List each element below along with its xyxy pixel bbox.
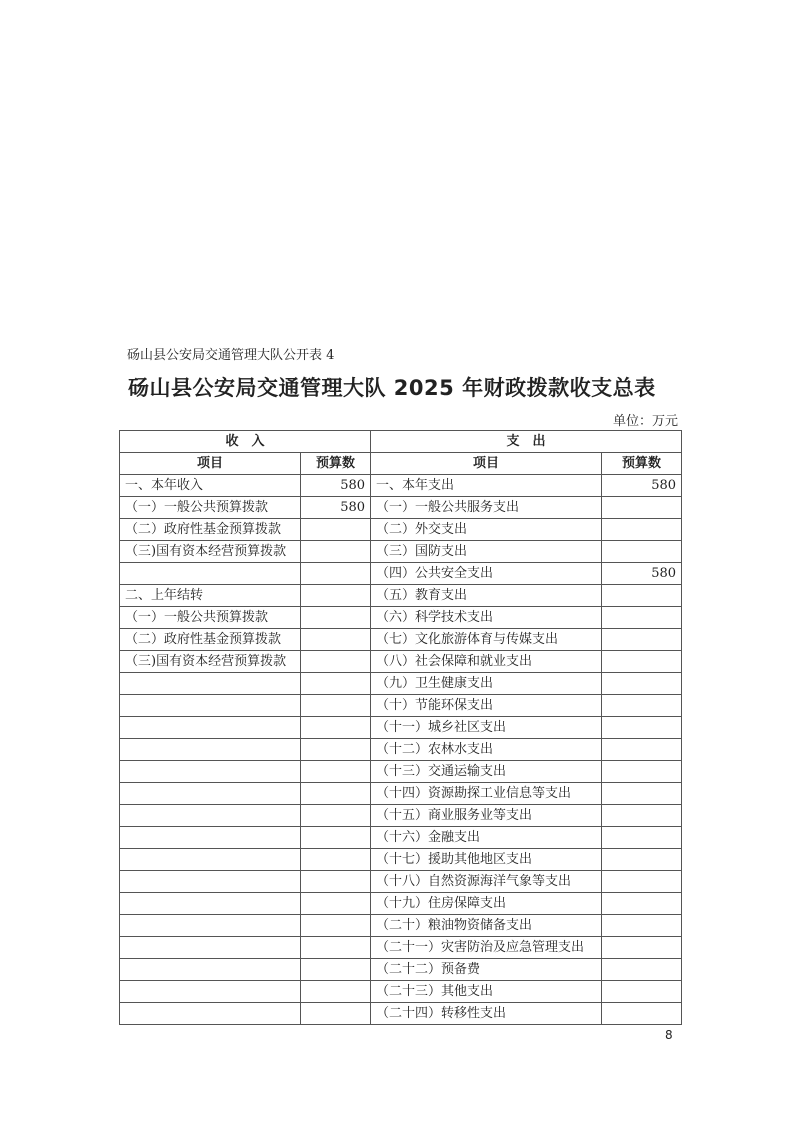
income-budget-cell bbox=[301, 629, 371, 651]
income-item-cell: （二）政府性基金预算拨款 bbox=[120, 519, 301, 541]
table-row bbox=[120, 849, 682, 871]
table-row bbox=[120, 959, 682, 981]
expense-item-cell: （六）科学技术支出 bbox=[371, 607, 602, 629]
expense-item-header: 项目 bbox=[371, 453, 602, 475]
expense-item-cell: （二十二）预备费 bbox=[371, 959, 602, 981]
expense-budget-cell bbox=[602, 981, 682, 1003]
income-item-cell bbox=[120, 827, 301, 849]
income-budget-cell bbox=[301, 1003, 371, 1025]
expense-budget-cell bbox=[602, 893, 682, 915]
table-row bbox=[120, 497, 682, 519]
income-budget-cell bbox=[301, 827, 371, 849]
expense-item-cell: （四）公共安全支出 bbox=[371, 563, 602, 585]
table-row bbox=[120, 695, 682, 717]
income-item-cell bbox=[120, 915, 301, 937]
income-item-cell bbox=[120, 695, 301, 717]
income-item-cell bbox=[120, 1003, 301, 1025]
table-row bbox=[120, 475, 682, 497]
income-budget-cell bbox=[301, 695, 371, 717]
income-budget-cell bbox=[301, 761, 371, 783]
income-budget-cell bbox=[301, 541, 371, 563]
income-budget-cell bbox=[301, 783, 371, 805]
expense-budget-cell bbox=[602, 1003, 682, 1025]
expense-budget-cell bbox=[602, 695, 682, 717]
income-budget-cell bbox=[301, 739, 371, 761]
table-row bbox=[120, 519, 682, 541]
table-row bbox=[120, 893, 682, 915]
income-item-cell bbox=[120, 849, 301, 871]
table-row bbox=[120, 717, 682, 739]
expense-item-cell: （十九）住房保障支出 bbox=[371, 893, 602, 915]
income-budget-cell bbox=[301, 937, 371, 959]
income-item-cell bbox=[120, 739, 301, 761]
expense-budget-cell: 580 bbox=[602, 563, 682, 585]
income-item-cell bbox=[120, 981, 301, 1003]
table-row bbox=[120, 761, 682, 783]
expense-item-cell: （十五）商业服务业等支出 bbox=[371, 805, 602, 827]
table-row bbox=[120, 937, 682, 959]
income-item-cell bbox=[120, 761, 301, 783]
income-item-cell bbox=[120, 673, 301, 695]
table-row bbox=[120, 981, 682, 1003]
income-item-cell bbox=[120, 959, 301, 981]
expense-item-cell: （二十一）灾害防治及应急管理支出 bbox=[371, 937, 602, 959]
expense-item-cell: （二）外交支出 bbox=[371, 519, 602, 541]
unit-label: 单位：万元 bbox=[612, 414, 678, 429]
expense-item-cell: （十三）交通运输支出 bbox=[371, 761, 602, 783]
income-budget-cell bbox=[301, 805, 371, 827]
table-row bbox=[120, 541, 682, 563]
income-budget-cell bbox=[301, 563, 371, 585]
table-row bbox=[120, 607, 682, 629]
expense-budget-cell bbox=[602, 805, 682, 827]
table-row bbox=[120, 915, 682, 937]
expense-item-cell: （十二）农林水支出 bbox=[371, 739, 602, 761]
income-item-cell: （一）一般公共预算拨款 bbox=[120, 607, 301, 629]
income-budget-cell bbox=[301, 607, 371, 629]
page-number: 8 bbox=[665, 1028, 673, 1042]
income-item-cell bbox=[120, 805, 301, 827]
income-item-cell: 二、上年结转 bbox=[120, 585, 301, 607]
expense-budget-cell bbox=[602, 519, 682, 541]
expense-budget-header: 预算数 bbox=[602, 453, 682, 475]
expense-item-cell: （十一）城乡社区支出 bbox=[371, 717, 602, 739]
income-item-cell: （三)国有资本经营预算拨款 bbox=[120, 651, 301, 673]
expense-budget-cell bbox=[602, 673, 682, 695]
expense-item-cell: （十七）援助其他地区支出 bbox=[371, 849, 602, 871]
table-row bbox=[120, 783, 682, 805]
table-row bbox=[120, 1003, 682, 1025]
income-budget-cell: 580 bbox=[301, 475, 371, 497]
expense-header: 支 出 bbox=[371, 431, 682, 453]
expense-budget-cell bbox=[602, 739, 682, 761]
expense-item-cell: （十）节能环保支出 bbox=[371, 695, 602, 717]
expense-budget-cell bbox=[602, 651, 682, 673]
expense-item-cell: 一、本年支出 bbox=[371, 475, 602, 497]
page-title: 砀山县公安局交通管理大队 2025 年财政拨款收支总表 bbox=[128, 376, 656, 400]
expense-budget-cell bbox=[602, 871, 682, 893]
income-item-header: 项目 bbox=[120, 453, 301, 475]
income-budget-cell bbox=[301, 915, 371, 937]
expense-budget-cell bbox=[602, 915, 682, 937]
expense-item-cell: （十四）资源勘探工业信息等支出 bbox=[371, 783, 602, 805]
expense-item-cell: （十八）自然资源海洋气象等支出 bbox=[371, 871, 602, 893]
expense-item-cell: （一）一般公共服务支出 bbox=[371, 497, 602, 519]
expense-budget-cell bbox=[602, 541, 682, 563]
expense-budget-cell: 580 bbox=[602, 475, 682, 497]
table-row bbox=[120, 739, 682, 761]
expense-budget-cell bbox=[602, 629, 682, 651]
expense-item-cell: （五）教育支出 bbox=[371, 585, 602, 607]
income-item-cell: （三)国有资本经营预算拨款 bbox=[120, 541, 301, 563]
income-budget-header: 预算数 bbox=[301, 453, 371, 475]
table-row bbox=[120, 629, 682, 651]
income-budget-cell bbox=[301, 981, 371, 1003]
expense-item-cell: （七）文化旅游体育与传媒支出 bbox=[371, 629, 602, 651]
income-budget-cell: 580 bbox=[301, 497, 371, 519]
income-budget-cell bbox=[301, 717, 371, 739]
table-row bbox=[120, 673, 682, 695]
expense-budget-cell bbox=[602, 937, 682, 959]
income-item-cell bbox=[120, 937, 301, 959]
income-item-cell: 一、本年收入 bbox=[120, 475, 301, 497]
table-row bbox=[120, 651, 682, 673]
income-item-cell bbox=[120, 871, 301, 893]
income-budget-cell bbox=[301, 871, 371, 893]
income-budget-cell bbox=[301, 849, 371, 871]
budget-table bbox=[119, 430, 682, 1025]
income-budget-cell bbox=[301, 959, 371, 981]
table-row bbox=[120, 827, 682, 849]
expense-budget-cell bbox=[602, 607, 682, 629]
table-row bbox=[120, 805, 682, 827]
income-budget-cell bbox=[301, 519, 371, 541]
expense-budget-cell bbox=[602, 585, 682, 607]
table-row bbox=[120, 585, 682, 607]
table-row bbox=[120, 871, 682, 893]
expense-item-cell: （九）卫生健康支出 bbox=[371, 673, 602, 695]
income-budget-cell bbox=[301, 585, 371, 607]
expense-item-cell: （二十）粮油物资储备支出 bbox=[371, 915, 602, 937]
expense-budget-cell bbox=[602, 717, 682, 739]
income-budget-cell bbox=[301, 893, 371, 915]
expense-budget-cell bbox=[602, 761, 682, 783]
expense-item-cell: （三）国防支出 bbox=[371, 541, 602, 563]
expense-budget-cell bbox=[602, 849, 682, 871]
income-item-cell bbox=[120, 893, 301, 915]
expense-item-cell: （八）社会保障和就业支出 bbox=[371, 651, 602, 673]
income-item-cell bbox=[120, 563, 301, 585]
expense-budget-cell bbox=[602, 497, 682, 519]
income-header: 收 入 bbox=[120, 431, 371, 453]
income-item-cell bbox=[120, 783, 301, 805]
income-item-cell bbox=[120, 717, 301, 739]
expense-item-cell: （二十三）其他支出 bbox=[371, 981, 602, 1003]
expense-item-cell: （十六）金融支出 bbox=[371, 827, 602, 849]
expense-budget-cell bbox=[602, 827, 682, 849]
income-budget-cell bbox=[301, 651, 371, 673]
expense-budget-cell bbox=[602, 783, 682, 805]
table-row bbox=[120, 563, 682, 585]
income-budget-cell bbox=[301, 673, 371, 695]
income-item-cell: （一）一般公共预算拨款 bbox=[120, 497, 301, 519]
income-item-cell: （二）政府性基金预算拨款 bbox=[120, 629, 301, 651]
expense-budget-cell bbox=[602, 959, 682, 981]
expense-item-cell: （二十四）转移性支出 bbox=[371, 1003, 602, 1025]
table-caption: 砀山县公安局交通管理大队公开表 4 bbox=[127, 348, 335, 363]
